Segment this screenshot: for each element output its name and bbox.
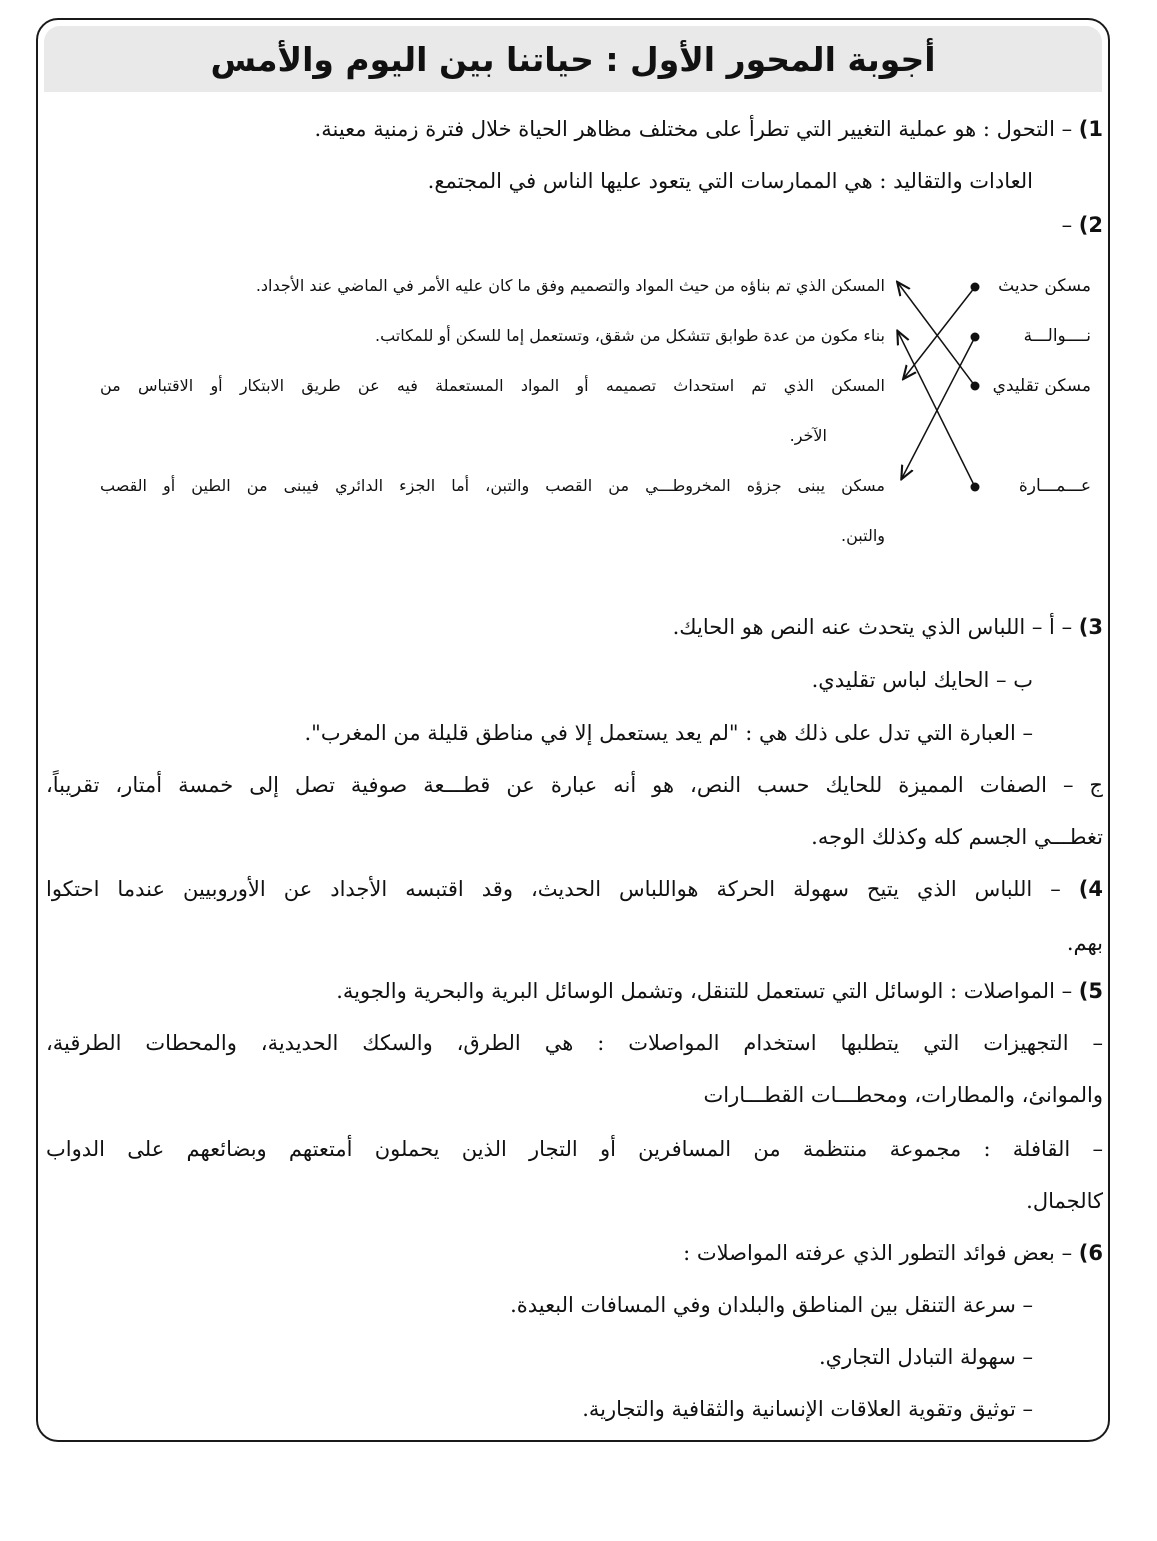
q2-dash: –	[1061, 213, 1073, 237]
match-line-2	[902, 337, 975, 478]
q1-number: 1)	[1078, 117, 1103, 141]
q4-line-1	[46, 874, 1103, 904]
q5-line-2: – التجهيزات التي يتطلبها استخدام المواصلات : هي الطرق، والسكك الحديدية، والمحطات الطرقية،	[46, 1031, 1103, 1055]
q2-def-3: المسكن الذي تم استحداث تصميمه أو المواد المستعملة فيه عن طريق الابتكار أو الاقتباس من	[100, 376, 885, 395]
q5-line-3: والموانئ، والمطارات، ومحطـــات القطـــارات	[703, 1083, 1103, 1107]
q3-number: 3)	[1078, 615, 1103, 639]
q3-line-b2: – العبارة التي تدل على ذلك هي : "لم يعد يستعمل إلا في مناطق قليلة من المغرب".	[304, 721, 1033, 745]
q2-def-4-cont: والتبن.	[841, 526, 885, 545]
q2-term-4: عـــمـــارة	[1018, 476, 1091, 496]
q1-line-2: العادات والتقاليد : هي الممارسات التي يتعود عليها الناس في المجتمع.	[427, 169, 1033, 193]
q3-line-c2: تغطـــي الجسم كله وكذلك الوجه.	[811, 825, 1103, 849]
q3-text-a: – أ – اللباس الذي يتحدث عنه النص هو الحايك.	[672, 615, 1073, 639]
q2-number: 2)	[1078, 213, 1103, 237]
q2-def-2: بناء مكون من عدة طوابق تتشكل من شقق، وتستعمل إما للسكن أو للمكاتب.	[375, 326, 885, 345]
q4-number: 4)	[1078, 877, 1103, 901]
q2-def-1: المسكن الذي تم بناؤه من حيث المواد والتصميم وفق ما كان عليه الأمر في الماضي عند الأجداد.	[255, 276, 885, 295]
q2-def-4: مسكن يبنى جزؤه المخروطـــي من القصب والتبن، أما الجزء الدائري فيبنى من الطين أو القصب	[100, 476, 885, 495]
q6-item-1: – سرعة التنقل بين المناطق والبلدان وفي المسافات البعيدة.	[510, 1293, 1033, 1317]
q5-text-1: – المواصلات : الوسائل التي تستعمل للتنقل، وتشمل الوسائل البرية والبحرية والجوية.	[336, 979, 1073, 1003]
q5-number: 5)	[1078, 979, 1103, 1003]
q2-term-2: نــــوالـــة	[1023, 326, 1091, 346]
q5-line-4: – القافلة : مجموعة منتظمة من المسافرين أو التجار الذين يحملون أمتعتهم وبضائعهم على الدواب	[46, 1137, 1103, 1161]
q3-line-c1: ج – الصفات المميزة للحايك حسب النص، هو أنه عبارة عن قطـــعة صوفية تصل إلى خمسة أمتار، تقريباً،	[46, 773, 1103, 797]
q4-text-1: – اللباس الذي يتيح سهولة الحركة هواللباس الحديث، وقد اقتبسه الأجداد عن الأوروبيين عندما احتكوا	[46, 877, 1061, 901]
q2-term-3: مسكن تقليدي	[992, 376, 1091, 396]
q3-line-b: ب – الحايك لباس تقليدي.	[811, 668, 1033, 692]
q2-def-3-cont: الآخر.	[789, 426, 827, 445]
q5-line-5: كالجمال.	[1026, 1189, 1103, 1213]
q6-item-3: – توثيق وتقوية العلاقات الإنسانية والثقافية والتجارية.	[582, 1397, 1033, 1421]
q6-intro	[683, 1238, 1103, 1268]
q2-term-1: مسكن حديث	[998, 276, 1091, 296]
q6-number: 6)	[1078, 1241, 1103, 1265]
q5-line-1	[336, 976, 1103, 1006]
page-title: أجوبة المحور الأول : حياتنا بين اليوم والأمس	[210, 40, 936, 79]
q4-line-2: بهم.	[1066, 931, 1103, 955]
q6-item-2: – سهولة التبادل التجاري.	[819, 1345, 1033, 1369]
q1-text-1: – التحول : هو عملية التغيير التي تطرأ على مختلف مظاهر الحياة خلال فترة زمنية معينة.	[314, 117, 1073, 141]
q6-intro-text: – بعض فوائد التطور الذي عرفته المواصلات :	[683, 1241, 1073, 1265]
q3-line-a	[673, 612, 1103, 642]
